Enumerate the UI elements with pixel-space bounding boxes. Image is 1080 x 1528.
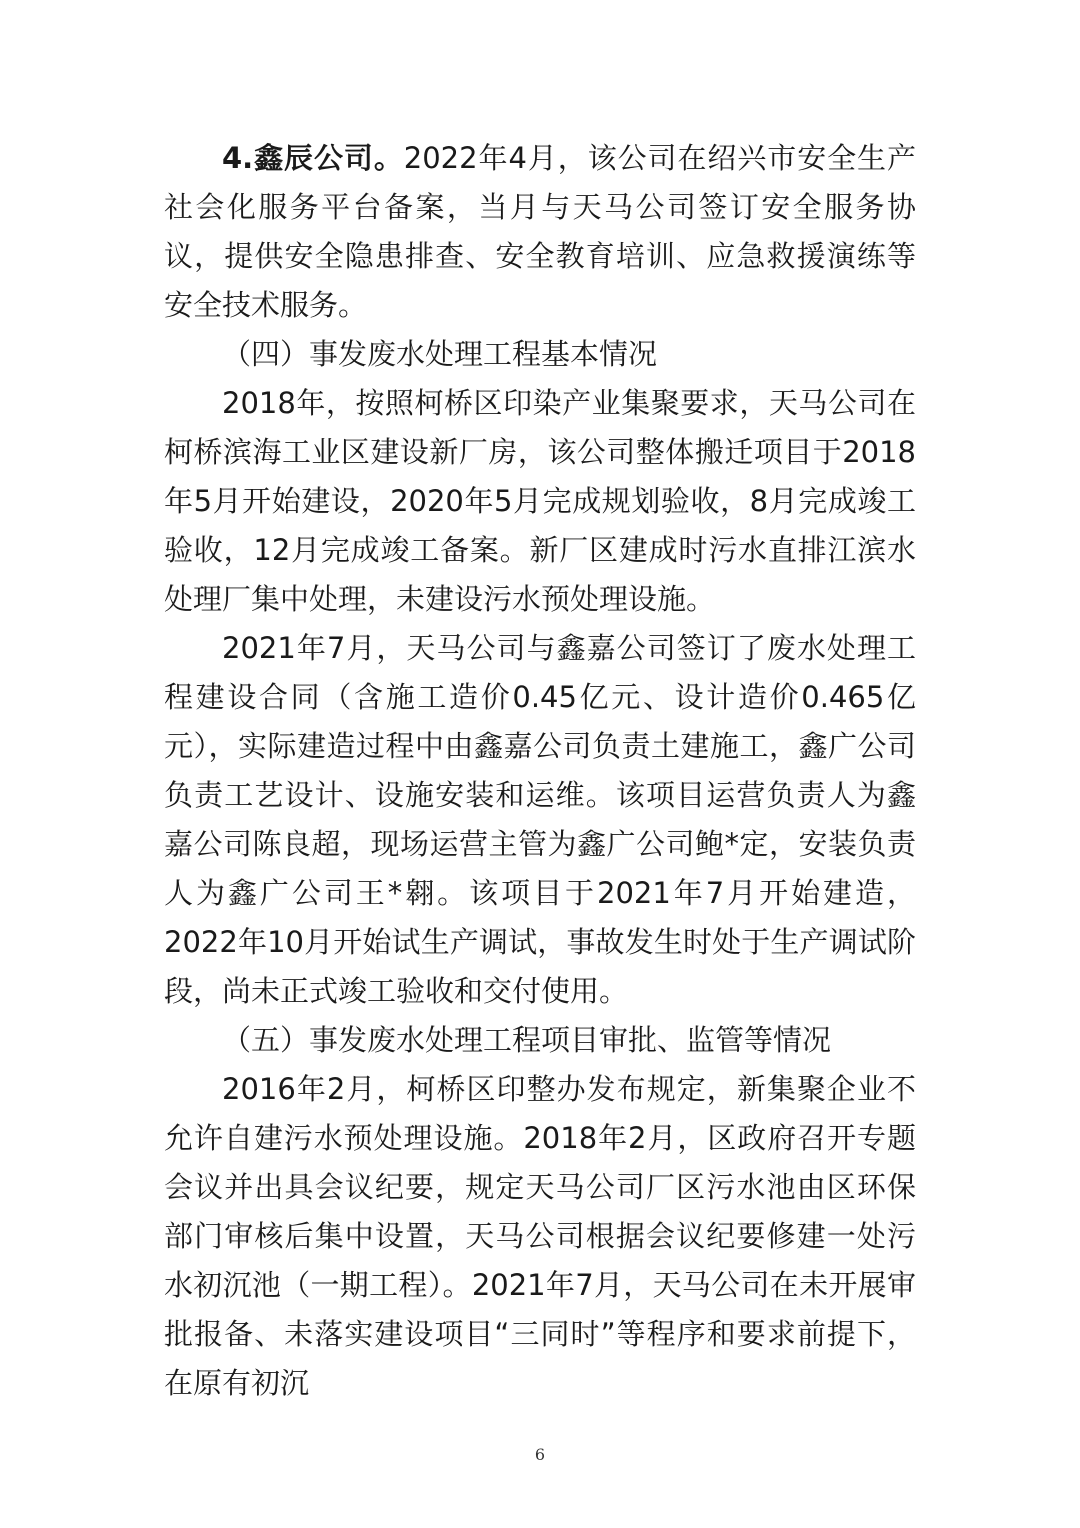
- section-heading-5: （五）事发废水处理工程项目审批、监管等情况: [222, 1023, 832, 1057]
- page-number: 6: [534, 1445, 546, 1464]
- document-body: [164, 134, 916, 1408]
- paragraph-2016-regulation: 2016年2月，柯桥区印整办发布规定，新集聚企业不允许自建污水预处理设施。2018年2月，区政府召开专题会议并出具会议纪要，规定天马公司厂区污水池由区环保部门审核后集中设置，天马公司根据会议纪要修建一处污水初沉池（一期工程）。2021年7月，天马公司在未开展审批报备、未落实建设项目“三同时”等程序和要求前提下，在原有初沉: [164, 1072, 916, 1400]
- paragraph-xinchen-company: [164, 134, 916, 330]
- section-heading-4: （四）事发废水处理工程基本情况: [222, 337, 658, 371]
- paragraph-2018-construction: 2018年，按照柯桥区印染产业集聚要求，天马公司在柯桥滨海工业区建设新厂房，该公司整体搬迁项目于2018年5月开始建设，2020年5月完成规划验收，8月完成竣工验收，12月完成竣工备案。新厂区建成时污水直排江滨水处理厂集中处理，未建设污水预处理设施。: [164, 386, 916, 616]
- paragraph-text: 2022年4月，该公司在绍兴市安全生产社会化服务平台备案，当月与天马公司签订安全服务协议，提供安全隐患排查、安全教育培训、应急救援演练等安全技术服务。: [164, 141, 916, 322]
- paragraph-lead-heading: 4.鑫辰公司。: [222, 141, 404, 175]
- paragraph-2021-contract: 2021年7月，天马公司与鑫嘉公司签订了废水处理工程建设合同（含施工造价0.45亿元、设计造价0.465亿元），实际建造过程中由鑫嘉公司负责土建施工，鑫广公司负责工艺设计、设施安装和运维。该项目运营负责人为鑫嘉公司陈良超，现场运营主管为鑫广公司鲍*定，安装负责人为鑫广公司王*翱。该项目于2021年7月开始建造，2022年10月开始试生产调试，事故发生时处于生产调试阶段，尚未正式竣工验收和交付使用。: [164, 631, 916, 1008]
